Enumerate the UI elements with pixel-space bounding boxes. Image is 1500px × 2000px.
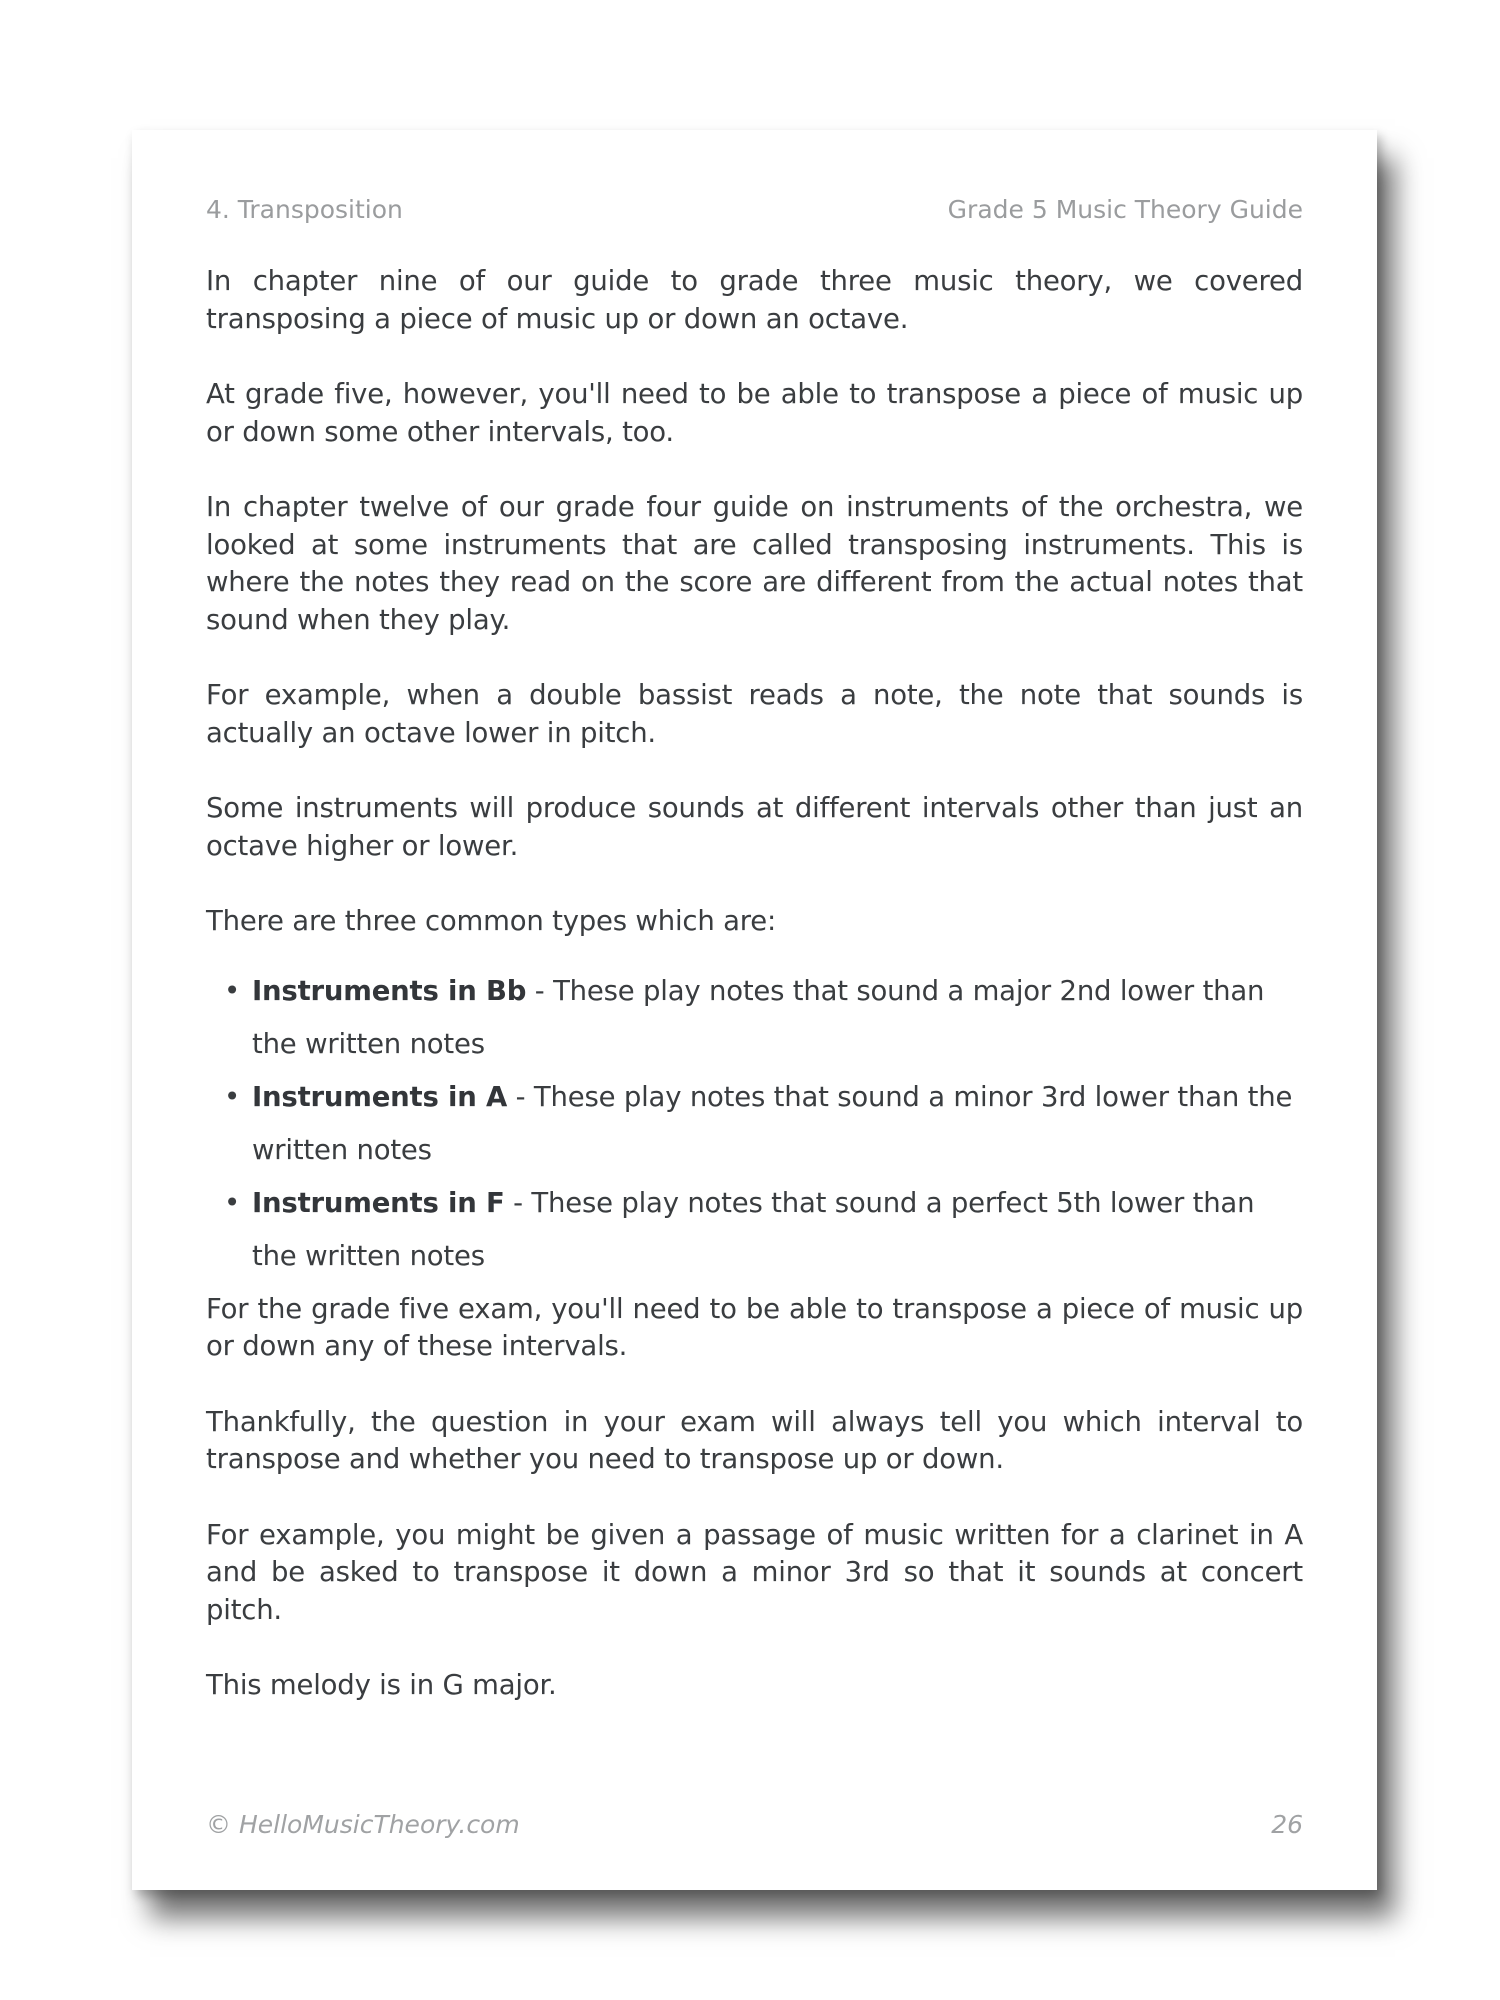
book-title: Grade 5 Music Theory Guide: [947, 195, 1303, 224]
list-item-term: Instruments in Bb: [252, 974, 527, 1007]
paragraph: In chapter twelve of our grade four guide on instruments of the orchestra, we looked at some instruments that are called transposing instruments. This is where the notes they read on the score are different from the actual notes that sound when they play.: [206, 491, 1303, 636]
list-item: [224, 1177, 1303, 1283]
paragraph: Some instruments will produce sounds at different intervals other than just an octave higher or lower.: [206, 792, 1303, 862]
list-item: [224, 1071, 1303, 1177]
copyright-text: © HelloMusicTheory.com: [206, 1810, 520, 1839]
page-number: 26: [1271, 1810, 1303, 1839]
page-content: [206, 263, 1303, 1743]
paragraph: For example, you might be given a passage of music written for a clarinet in A and be asked to transpose it down a minor 3rd so that it sounds at concert pitch.: [206, 1518, 1303, 1626]
list-item-term: Instruments in A: [252, 1080, 508, 1113]
bullet-icon: •: [224, 974, 241, 1007]
page-footer: [206, 1810, 1303, 1839]
list-item-description: - These play notes that sound a minor 3rd lower than the written notes: [252, 1080, 1293, 1166]
list-item-term: Instruments in F: [252, 1186, 505, 1219]
document-page: [132, 130, 1377, 1890]
instrument-types-list: [206, 965, 1303, 1283]
paragraph: In chapter nine of our guide to grade three music theory, we covered transposing a piece of music up or down an octave.: [206, 265, 1303, 335]
paragraph: There are three common types which are:: [206, 905, 777, 937]
paragraph: This melody is in G major.: [206, 1669, 557, 1701]
list-item-description: - These play notes that sound a perfect 5th lower than the written notes: [252, 1186, 1255, 1272]
paragraph: For example, when a double bassist reads a note, the note that sounds is actually an octave lower in pitch.: [206, 679, 1303, 749]
paragraph: At grade five, however, you'll need to be able to transpose a piece of music up or down some other intervals, too.: [206, 378, 1303, 448]
paragraph: Thankfully, the question in your exam will always tell you which interval to transpose and whether you need to transpose up or down.: [206, 1405, 1303, 1475]
page-header: [206, 195, 1303, 224]
chapter-heading: 4. Transposition: [206, 195, 403, 224]
bullet-icon: •: [224, 1186, 241, 1219]
list-item: [224, 965, 1303, 1071]
list-item-description: - These play notes that sound a major 2nd lower than the written notes: [252, 974, 1265, 1060]
bullet-icon: •: [224, 1080, 241, 1113]
paragraph: For the grade five exam, you'll need to be able to transpose a piece of music up or down any of these intervals.: [206, 1292, 1303, 1362]
